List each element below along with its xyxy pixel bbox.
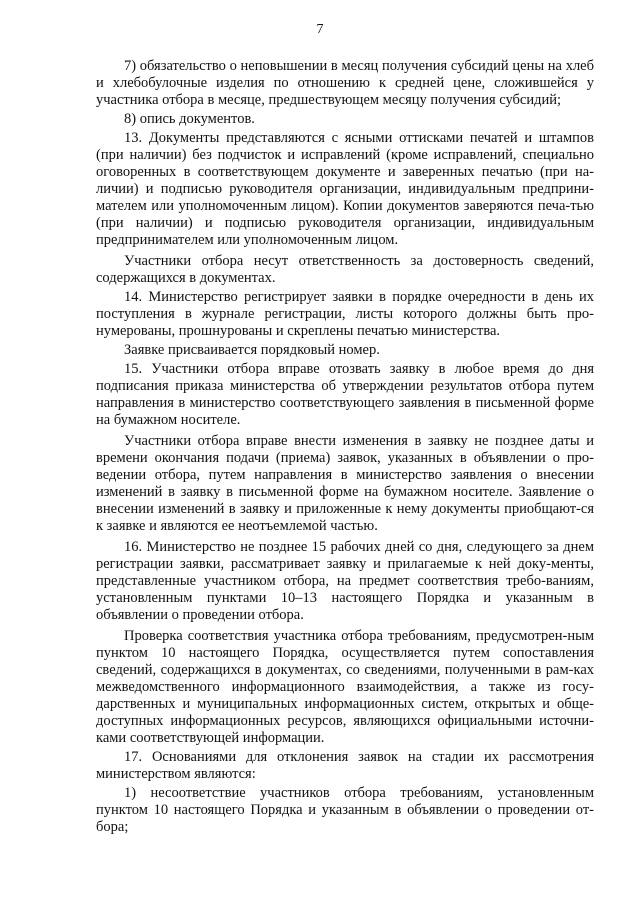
paragraph-7-obligation: 7) обязательство о неповышении в месяц получения субсидий цены на хлеб и хлебобулочные изделия по отношению к средней цене, сложившейся у участника отбора в месяце, предшествующем месяцу получения субсидий;: [96, 58, 594, 108]
paragraph-14-registration: 14. Министерство регистрирует заявки в порядке очередности в день их поступления в журнале регистрации, листы которого должны быть про-нумерованы, прошнурованы и скреплены печатью министерства.: [96, 289, 594, 339]
page-number: 7: [316, 22, 324, 37]
paragraph-grounds-item-1: 1) несоответствие участников отбора требованиям, установленным пунктом 10 настоящего Порядка и указанным в объявлении о проведении от-бора;: [96, 785, 594, 835]
paragraph-responsibility: Участники отбора несут ответственность за достоверность сведений, содержащихся в документах.: [96, 253, 594, 286]
paragraph-15-withdrawal: 15. Участники отбора вправе отозвать заявку в любое время до дня подписания приказа министерства об утверждении результатов отбора путем направления в министерство соответствующего заявления в письменной форме на бумажном носителе.: [96, 361, 594, 428]
paragraph-8-inventory: 8) опись документов.: [124, 111, 255, 127]
paragraph-17-grounds: 17. Основаниями для отклонения заявок на стадии их рассмотрения министерством являются:: [96, 749, 594, 782]
document-body: [96, 58, 594, 838]
paragraph-verification: Проверка соответствия участника отбора требованиям, предусмотрен-ным пунктом 10 настоящего Порядка, осуществляется путем сопоставления сведений, содержащихся в документах, со сведениями, полученными в рам-ках межведомственного информационного взаимодействия, а также из госу-дарственных и муниципальных информационных систем, открытых и обще-доступных информационных ресурсов, являющихся официальными источни-ками соответствующей информации.: [96, 628, 594, 746]
paragraph-16-review: 16. Министерство не позднее 15 рабочих дней со дня, следующего за днем регистрации заявки, рассматривает заявку и прилагаемые к ней доку-менты, представленные участником отбора, на предмет соответствия требо-ваниям, установленным пунктами 10–13 настоящего Порядка и указанным в объявлении о проведении отбора.: [96, 539, 594, 623]
paragraph-changes: Участники отбора вправе внести изменения в заявку не позднее даты и времени окончания подачи (приема) заявок, указанных в объявлении о про-ведении отбора, путем направления в министерство заявления о внесении изменений в заявку в письменной форме на бумажном носителе. Заявление о внесении изменений в заявку и приложенные к нему документы приобщают-ся к заявке и являются ее неотъемлемой частью.: [96, 433, 594, 534]
paragraph-13-documents: 13. Документы представляются с ясными оттисками печатей и штампов (при наличии) без подчисток и исправлений (кроме исправлений, специально оговоренных в соответствующем документе и заверенных печатью (при на-личии) и подписью руководителя организации, индивидуальным предприни-мателем или уполномоченным лицом). Копии документов заверяются печа-тью (при наличии) и подписью руководителя организации, индивидуальным предпринимателем или уполномоченным лицом.: [96, 130, 594, 248]
paragraph-serial-number: Заявке присваивается порядковый номер.: [124, 342, 380, 358]
